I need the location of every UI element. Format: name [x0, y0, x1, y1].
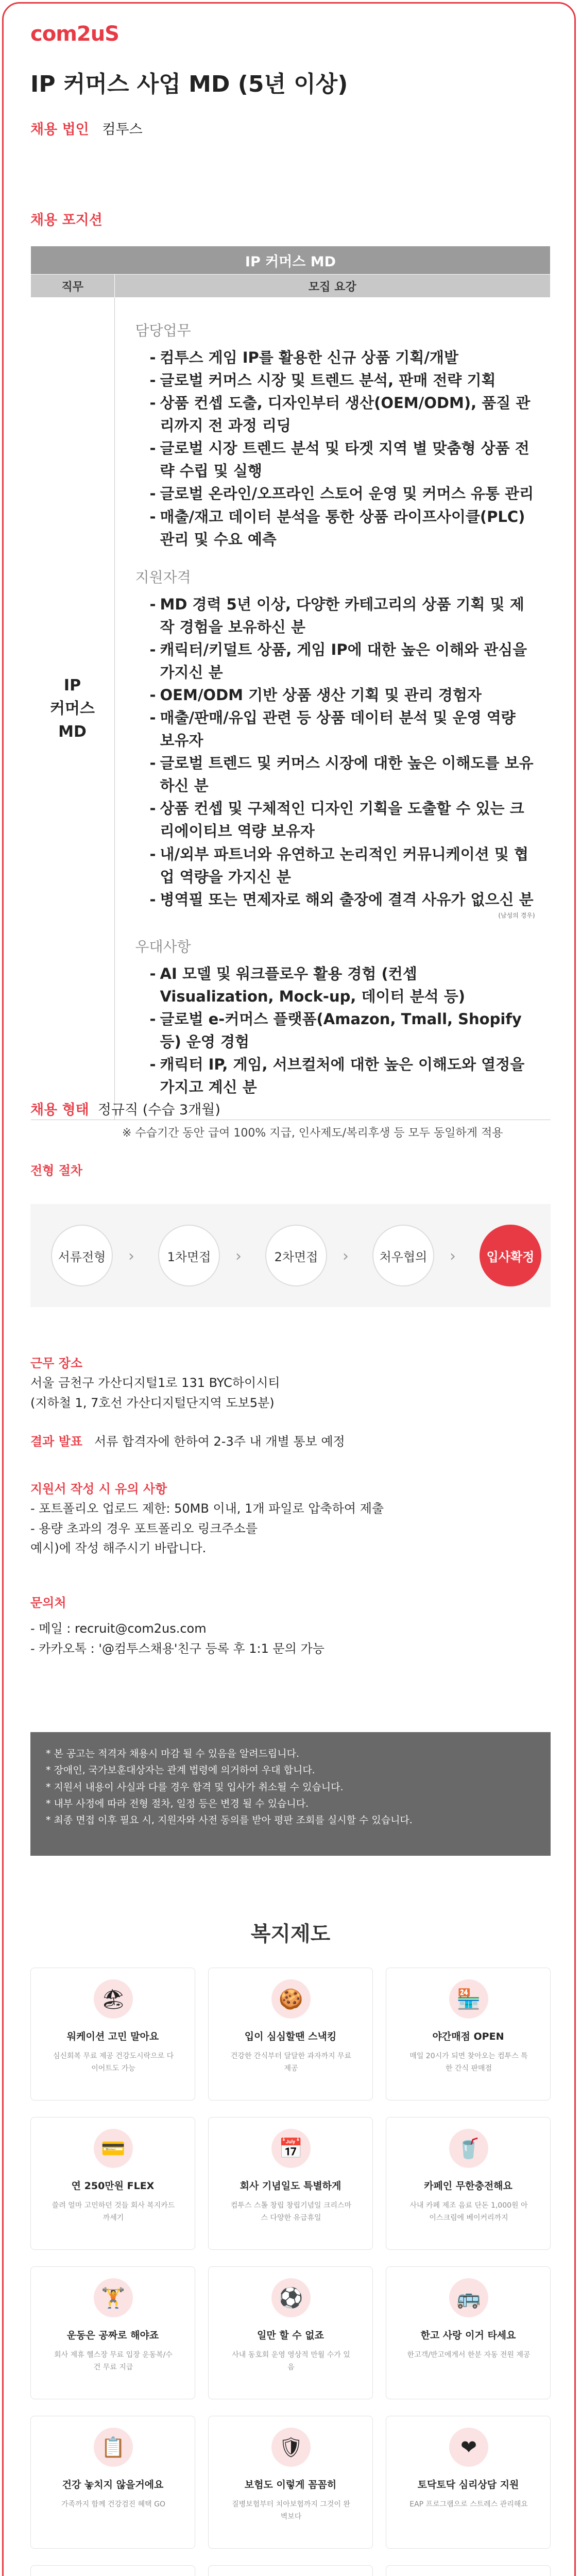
pref-item: - 캐릭터 IP, 게임, 서브컬처에 대한 높은 이해도와 열정을 가지고 계신 분: [151, 1053, 535, 1098]
employment-row: [30, 1098, 220, 1118]
welfare-card: [386, 1968, 551, 2100]
pref-label: 우대사항: [135, 938, 191, 956]
qual-item: - 상품 컨셉 및 구체적인 디자인 기획을 도출할 수 있는 크리에이티브 역량 보유자: [151, 797, 535, 842]
duty-item: - 글로벌 시장 트렌드 분석 및 타겟 지역 별 맞춤형 상품 전략 수립 및 실행: [151, 437, 535, 482]
qual-item: - 내/외부 파트너와 유연하고 논리적인 커뮤니케이션 및 협업 역량을 가지신 분: [151, 843, 535, 888]
notice-item: * 최종 면접 이후 필요 시, 지원자와 사전 동의를 받아 평판 조회를 실시할 수 있습니다.: [46, 1815, 413, 1826]
welfare-card-desc: 매일 20시가 되면 찾아오는 컴투스 특한 간식 판매점: [409, 2052, 528, 2073]
caution-item: 예시)에 작성 해주시기 바랍니다.: [30, 1541, 207, 1556]
welfare-card: [386, 2416, 551, 2549]
qual-item: - 글로벌 트렌드 및 커머스 시장에 대한 높은 이해도를 보유하신 분: [151, 752, 535, 797]
position-table: [30, 246, 551, 1120]
notice-item: * 본 공고는 적격자 채용시 마감 될 수 있음을 알려드립니다.: [46, 1748, 300, 1759]
welfare-card-title: 회사 기념일도 특별하게: [240, 2180, 341, 2192]
contact-block: [30, 1593, 324, 1658]
cautions-list: [30, 1499, 384, 1558]
welfare-card: [30, 2117, 195, 2250]
process-label: 전형 절차: [30, 1163, 83, 1178]
welfare-card-title: 카페인 무한충전해요: [424, 2180, 512, 2192]
location-line2: (지하철 1, 7호선 가산디지털단지역 도보5분): [30, 1395, 275, 1410]
welfare-card: [386, 2266, 551, 2399]
cautions-label: 지원서 작성 시 유의 사항: [30, 1482, 167, 1496]
process-step: 2차면접: [265, 1225, 327, 1286]
welfare-card: [208, 2416, 373, 2549]
welfare-icon: 📋: [94, 2428, 133, 2467]
welfare-card-title: 보험도 이렇게 꼼꼼히: [244, 2479, 337, 2490]
welfare-card: [30, 1968, 195, 2100]
duty-item: - 글로벌 커머스 시장 및 트렌드 분석, 판매 전략 기획: [151, 369, 535, 392]
duty-item: - 상품 컨셉 도출, 디자인부터 생산(OEM/ODM), 품질 관리까지 전 과정 리딩: [151, 392, 535, 437]
contact-label: 문의처: [30, 1596, 66, 1610]
employment-label: 채용 형태: [30, 1102, 89, 1118]
notice-item: * 지원서 내용이 사실과 다를 경우 합격 및 입사가 취소될 수 있습니다.: [46, 1781, 344, 1793]
duty-item: - 컴투스 게임 IP를 활용한 신규 상품 기획/개발: [151, 346, 535, 369]
contact-kakao: - 카카오톡 : '@컴투스채용'친구 등록 후 1:1 문의 가능: [30, 1641, 324, 1656]
pref-item: - 글로벌 e-커머스 플랫폼(Amazon, Tmall, Shopify 등) 운영 경험: [151, 1008, 535, 1053]
welfare-card-desc: 컴투스 스톨 창립 창립기념일 크리스마스 다양한 유급휴일: [230, 2201, 352, 2222]
welfare-card-title: 토닥토닥 심리상담 지원: [417, 2479, 519, 2490]
qual-list: [135, 593, 535, 920]
chevron-right-icon: ›: [343, 1247, 349, 1265]
duties-list: [135, 346, 535, 551]
welfare-card: [208, 2117, 373, 2250]
company-value: 컴투스: [102, 122, 143, 138]
duties-label: 담당업무: [135, 322, 191, 339]
welfare-card-title: 연 250만원 FLEX: [71, 2180, 155, 2192]
welfare-card-title: 야간매점 OPEN: [432, 2031, 504, 2042]
qual-note: (남성의 경우): [498, 911, 535, 919]
qual-label: 지원자격: [135, 568, 191, 586]
welfare-card: [208, 1968, 373, 2100]
welfare-icon: 🍪: [271, 1979, 311, 2019]
chevron-right-icon: ›: [235, 1247, 242, 1265]
welfare-card-desc: 심신회복 무료 제공 건강도시락으로 다이어트도 가능: [53, 2052, 174, 2073]
com2us-logo: com2uS: [30, 22, 119, 46]
welfare-title: 복지제도: [250, 1922, 331, 1946]
welfare-card: [30, 2565, 195, 2576]
pref-list: [135, 962, 535, 1098]
welfare-card: [386, 2117, 551, 2250]
company-row: [30, 118, 143, 138]
welfare-card-title: 입이 심심할땐 스낵킹: [244, 2031, 337, 2042]
chevron-right-icon: ›: [450, 1247, 456, 1265]
welfare-icon: 💳: [94, 2129, 133, 2168]
process-step: 1차면접: [158, 1225, 220, 1286]
role-cell: [31, 298, 115, 1120]
notice-item: * 장애인, 국가보훈대상자는 관계 법령에 의거하여 우대 합니다.: [46, 1765, 315, 1776]
page-frame: [2, 2, 576, 2576]
role-name: IP 커머스 MD: [50, 676, 95, 741]
pref-item: - AI 모델 및 워크플로우 활용 경험 (컨셉 Visualization, Mock-up, 데이터 분석 등): [151, 962, 535, 1008]
welfare-card-desc: 가족까지 함께 건강검진 혜택 GO: [61, 2500, 165, 2509]
welfare-icon: 🏖: [94, 1979, 133, 2019]
col-role-header: 직무: [31, 275, 115, 298]
process-step: 처우협의: [372, 1225, 434, 1286]
welfare-card-title: 운동은 공짜로 해야죠: [66, 2330, 159, 2341]
welfare-card-desc: 질병보험부터 치아보험까지 그것이 완벽보다: [232, 2500, 350, 2521]
result-label: 결과 발표: [30, 1434, 83, 1449]
welfare-card: [386, 2565, 551, 2576]
notice-box: [30, 1732, 551, 1856]
process-steps: [30, 1204, 551, 1307]
qual-item: - 캐릭터/키덜트 상품, 게임 IP에 대한 높은 이해와 관심을 가지신 분: [151, 638, 535, 684]
reqs-cell: [114, 298, 551, 1120]
welfare-card-desc: EAP 프로그램으로 스트레스 관리해요: [409, 2500, 528, 2509]
welfare-card-title: 건강 놓치지 않을거에요: [62, 2479, 164, 2490]
company-label: 채용 법인: [30, 122, 89, 138]
welfare-icon: 🏪: [449, 1979, 488, 2019]
location-label: 근무 장소: [30, 1356, 83, 1370]
qual-item: - MD 경력 5년 이상, 다양한 카테고리의 상품 기획 및 제작 경험을 보유하신 분: [151, 593, 535, 638]
cautions-block: [30, 1479, 384, 1558]
welfare-icon: 🏋: [94, 2278, 133, 2317]
result-value: 서류 합격자에 한하여 2-3주 내 개별 통보 예정: [94, 1434, 345, 1449]
caution-item: - 용량 초과의 경우 포트폴리오 링크주소를: [30, 1521, 258, 1536]
welfare-card: [30, 2266, 195, 2399]
welfare-card-desc: 사내 카페 제조 음료 단돈 1,000원 아이스크림에 베이커리까지: [409, 2201, 528, 2222]
welfare-icon: ⚽: [271, 2278, 311, 2317]
duty-item: - 글로벌 온라인/오프라인 스토어 운영 및 커머스 유통 관리: [151, 482, 535, 505]
welfare-card-title: 한고 사랑 이거 타세요: [420, 2330, 516, 2341]
caution-item: - 포트폴리오 업로드 제한: 50MB 이내, 1개 파일로 압축하여 제출: [30, 1501, 384, 1516]
location-block: [30, 1353, 280, 1413]
location-line1: 서울 금천구 가산디지털1로 131 BYC하이시티: [30, 1376, 280, 1391]
contact-email: - 메일 : recruit@com2us.com: [30, 1621, 207, 1636]
welfare-icon: 🛡: [271, 2428, 311, 2467]
col-reqs-header: 모집 요강: [114, 275, 551, 298]
process-row: [30, 1160, 82, 1178]
welfare-card-desc: 건강한 간식부터 달달한 과자까지 무료 제공: [230, 2052, 352, 2073]
employment-value: 정규직 (수습 3개월): [97, 1102, 220, 1118]
position-label: 채용 포지션: [30, 212, 102, 228]
chevron-right-icon: ›: [128, 1247, 134, 1265]
welfare-icon: 🚌: [449, 2278, 488, 2317]
process-step: 입사확정: [480, 1225, 541, 1286]
welfare-card-desc: 회사 제휴 헬스장 무료 입장 운동복/수건 무료 지급: [54, 2351, 173, 2371]
welfare-card-desc: 한고객/반고에게서 한분 자동 전원 제공: [407, 2351, 531, 2359]
welfare-card-title: 일만 할 수 없죠: [257, 2330, 324, 2341]
position-row: [30, 209, 102, 229]
result-row: [30, 1432, 345, 1451]
welfare-card-desc: 쓸려 얼마 고민하던 것들 회사 복지카드 까세기: [52, 2201, 175, 2222]
welfare-card-title: 워케이션 고민 말아요: [66, 2031, 159, 2042]
welfare-card: [208, 2266, 373, 2399]
employment-note: ※ 수습기간 동안 급여 100% 지급, 인사제도/복리후생 등 모두 동일하게 적용: [122, 1127, 503, 1140]
welfare-card: [30, 2416, 195, 2549]
welfare-card-desc: 사내 동호회 운영 영상적 만월 수가 있음: [232, 2351, 350, 2371]
table-title: IP 커머스 MD: [31, 246, 551, 275]
qual-item: - OEM/ODM 기반 상품 생산 기획 및 관리 경험자: [151, 684, 535, 706]
welfare-icon: 🥤: [449, 2129, 488, 2168]
qual-item: - 병역필 또는 면제자로 해외 출장에 결격 사유가 없으신 분 (남성의 경우): [151, 888, 535, 920]
page-title: IP 커머스 사업 MD (5년 이상): [30, 71, 348, 97]
welfare-icon: ❤: [449, 2428, 488, 2467]
duty-item: - 매출/재고 데이터 분석을 통한 상품 라이프사이클(PLC) 관리 및 수요 예측: [151, 505, 535, 551]
welfare-card: [208, 2565, 373, 2576]
notice-item: * 내부 사정에 따라 전형 절차, 일정 등은 변경 될 수 있습니다.: [46, 1798, 309, 1809]
welfare-icon: 📅: [271, 2129, 311, 2168]
process-step: 서류전형: [51, 1225, 113, 1286]
qual-item: - 매출/판매/유입 관련 등 상품 데이터 분석 및 운영 역량 보유자: [151, 706, 535, 752]
